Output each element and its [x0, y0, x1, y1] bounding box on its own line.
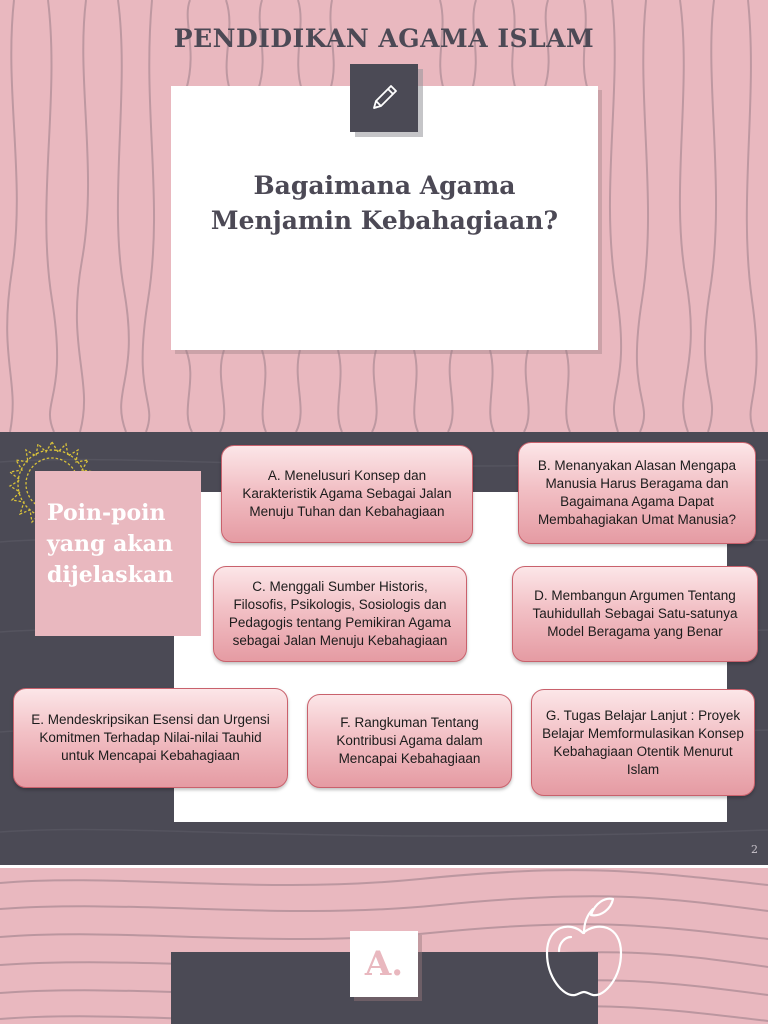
- apple-icon: [541, 895, 627, 999]
- section-letter: A.: [350, 931, 418, 997]
- point-g-box: G. Tugas Belajar Lanjut : Proyek Belajar Memformulasikan Konsep Kebahagiaan Otentik Menurut Islam: [531, 689, 755, 796]
- outline-label-line2: yang akan: [47, 531, 173, 557]
- slide-section-a: [0, 865, 768, 1024]
- deck-title: PENDIDIKAN AGAMA ISLAM: [173, 24, 595, 53]
- slide-outline: [0, 432, 768, 865]
- point-e-box: E. Mendeskripsikan Esensi dan Urgensi Komitmen Terhadap Nilai-nilai Tauhid untuk Mencapai Kebahagiaan: [13, 688, 288, 788]
- outline-label-line3: dijelaskan: [47, 562, 174, 588]
- slide-title: [0, 0, 768, 432]
- point-b-box: B. Menanyakan Alasan Mengapa Manusia Harus Beragama dan Bagaimana Agama Dapat Membahagiakan Umat Manusia?: [518, 442, 756, 544]
- main-question: [171, 168, 598, 238]
- point-f-box: F. Rangkuman Tentang Kontribusi Agama dalam Mencapai Kebahagiaan: [307, 694, 512, 788]
- point-c-box: C. Menggali Sumber Historis, Filosofis, Psikologis, Sosiologis dan Pedagogis tentang Pemikiran Agama sebagai Jalan Menuju Kebahagiaan: [213, 566, 467, 662]
- pencil-icon: [366, 80, 402, 116]
- point-d-box: D. Membangun Argumen Tentang Tauhidullah Sebagai Satu-satunya Model Beragama yang Benar: [512, 566, 758, 662]
- main-question-line2: Menjamin Kebahagiaan?: [210, 206, 559, 235]
- outline-label-line1: Poin-poin: [47, 500, 166, 526]
- outline-label: [47, 498, 197, 591]
- main-question-line1: Bagaimana Agama: [253, 171, 516, 200]
- point-a-box: A. Menelusuri Konsep dan Karakteristik Agama Sebagai Jalan Menuju Tuhan dan Kebahagiaan: [221, 445, 473, 543]
- page-number: 2: [751, 843, 758, 856]
- pencil-badge: [350, 64, 418, 132]
- slide-divider: [0, 865, 768, 868]
